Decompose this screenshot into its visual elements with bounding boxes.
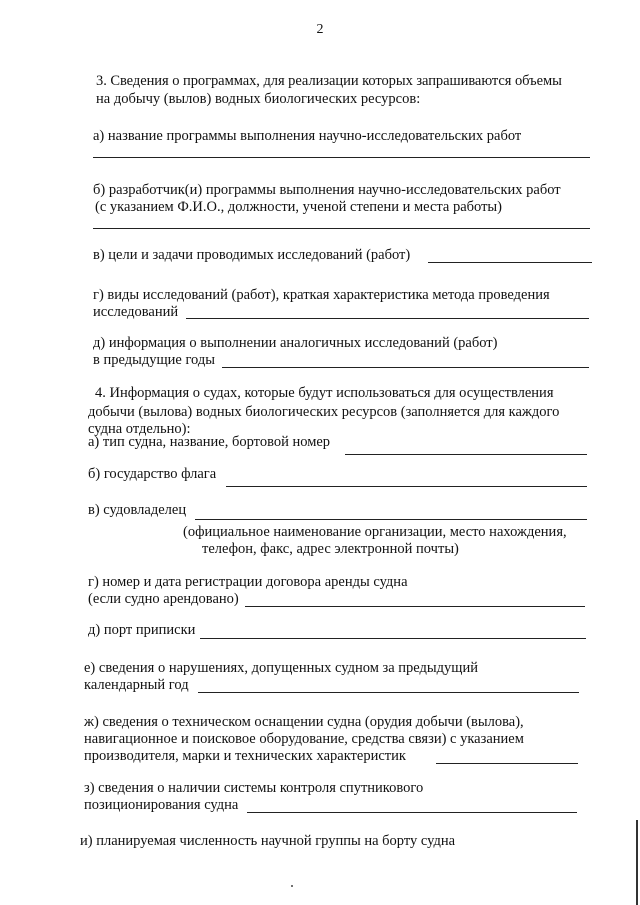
item-3d-label-line-2: в предыдущие годы <box>93 352 215 368</box>
item-4v-fill-line <box>195 519 587 520</box>
item-4zh-label-line-1: ж) сведения о техническом оснащении судна (орудия добычи (вылова), <box>84 714 524 730</box>
item-4z-label-line-1: з) сведения о наличии системы контроля спутникового <box>84 780 424 796</box>
item-3g-label-line-2: исследований <box>93 304 179 320</box>
item-4a-fill-line <box>345 454 587 455</box>
item-4e-label-line-2: календарный год <box>84 677 189 693</box>
item-4b-fill-line <box>226 486 587 487</box>
item-3v-label: в) цели и задачи проводимых исследований (работ) <box>93 247 411 263</box>
item-4v-note-line-2: телефон, факс, адрес электронной почты) <box>202 541 459 557</box>
item-4d-fill-line <box>200 638 586 639</box>
item-4a-label: а) тип судна, название, бортовой номер <box>88 434 331 450</box>
page-number: 2 <box>316 22 324 37</box>
item-4e-fill-line <box>198 692 579 693</box>
item-4zh-label-line-3: производителя, марки и технических характеристик <box>84 748 406 764</box>
item-3b-label-line-2: (с указанием Ф.И.О., должности, ученой степени и места работы) <box>95 199 503 215</box>
section-4-heading-line-2: добычи (вылова) водных биологических ресурсов (заполняется для каждого <box>88 404 560 420</box>
item-4z-fill-line <box>247 812 577 813</box>
item-3d-fill-line <box>222 367 589 368</box>
item-4i-label: и) планируемая численность научной группы на борту судна <box>80 833 456 849</box>
section-3-heading-line-2: на добычу (вылов) водных биологических ресурсов: <box>96 91 421 107</box>
item-3b-fill-line <box>93 228 590 229</box>
item-4zh-fill-line <box>436 763 578 764</box>
item-3d-label-line-1: д) информация о выполнении аналогичных исследований (работ) <box>93 335 498 351</box>
item-4z-label-line-2: позиционирования судна <box>84 797 239 813</box>
item-4e-label-line-1: е) сведения о нарушениях, допущенных судном за предыдущий <box>84 660 478 676</box>
item-3b-label-line-1: б) разработчик(и) программы выполнения научно-исследовательских работ <box>93 182 561 198</box>
item-3a-label: а) название программы выполнения научно-исследовательских работ <box>93 128 522 144</box>
item-4g-fill-line <box>245 606 585 607</box>
item-3a-fill-line <box>93 157 590 158</box>
item-4zh-label-line-2: навигационное и поисковое оборудование, средства связи) с указанием <box>84 731 524 747</box>
section-4-heading-line-3: судна отдельно): <box>88 421 191 437</box>
section-4-heading-line-1: 4. Информация о судах, которые будут использоваться для осуществления <box>95 385 554 401</box>
item-4d-label: д) порт приписки <box>88 622 196 638</box>
scan-edge-mark <box>636 820 638 905</box>
item-4g-label-line-1: г) номер и дата регистрации договора аренды судна <box>88 574 408 590</box>
item-3g-fill-line <box>186 318 589 319</box>
item-4v-label: в) судовладелец <box>88 502 187 518</box>
item-3v-fill-line <box>428 262 592 263</box>
item-4b-label: б) государство флага <box>88 466 217 482</box>
scan-speck <box>291 885 293 887</box>
section-3-heading-line-1: 3. Сведения о программах, для реализации которых запрашиваются объемы <box>96 73 562 89</box>
item-3g-label-line-1: г) виды исследований (работ), краткая характеристика метода проведения <box>93 287 550 303</box>
item-4g-label-line-2: (если судно арендовано) <box>88 591 239 607</box>
item-4v-note-line-1: (официальное наименование организации, место нахождения, <box>183 524 567 540</box>
